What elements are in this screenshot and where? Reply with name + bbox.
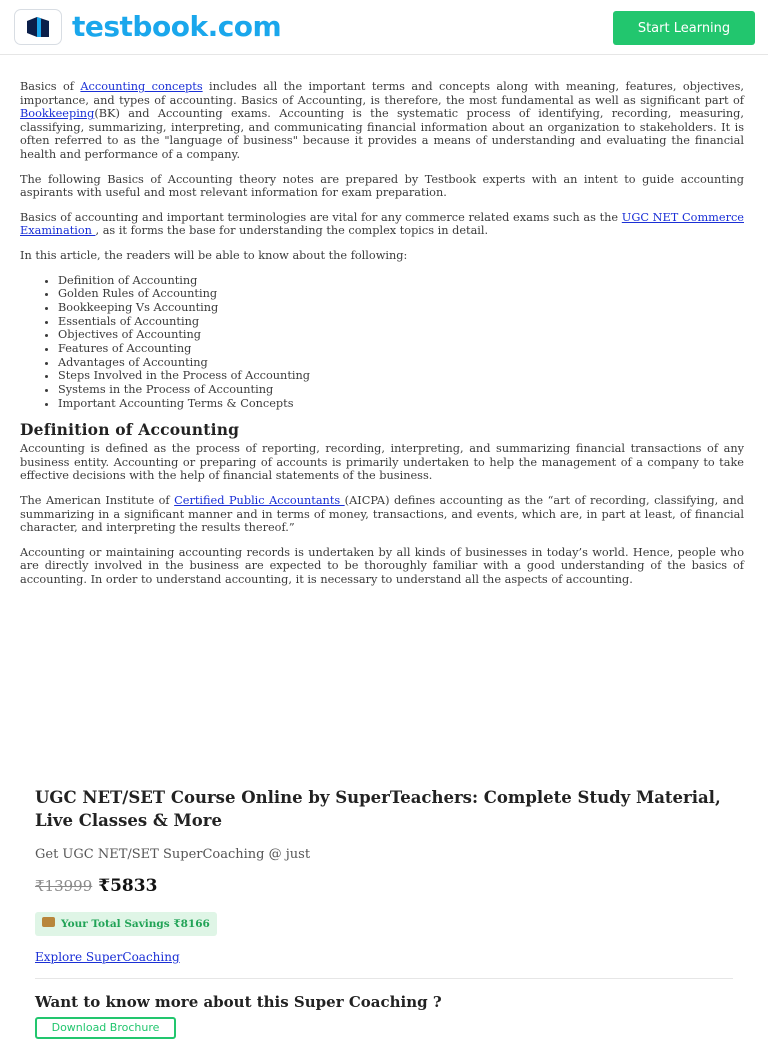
paragraph-text: (BK) and Accounting exams. Accounting is the systematic process of identifying, recording, measuring, classifying, summarizing, interpreting, and communicating financial information about an organization to stakeholders. It is often referred to as the "language of business" because it provides a means of understanding and evaluating the financial health and performance of a company.: [20, 107, 744, 161]
list-item: • Features of Accounting: [58, 342, 744, 356]
list-item: • Definition of Accounting: [58, 274, 744, 288]
savings-text: Your Total Savings ₹8166: [61, 918, 210, 930]
readers-paragraph: In this article, the readers will be able to know about the following:: [20, 248, 408, 262]
records-paragraph: Accounting or maintaining accounting records is undertaken by all kinds of businesses in today’s world. Hence, people who are directly involved in the business are expected to be thoroughly familiar with a good understanding of the basics of accounting. In order to understand accounting, it is necessary to understand all the aspects of accounting.: [20, 545, 744, 586]
explore-supercoaching-link[interactable]: Explore SuperCoaching: [35, 950, 180, 964]
aicpa-paragraph: [20, 494, 744, 535]
paragraph-text: (AICPA) defines accounting as the “art of recording, classifying, and summarizing in a significant manner and in terms of money, transactions, and events, which are, in part at least, of financial character, and interpreting the results thereof.”: [20, 493, 745, 535]
exam-paragraph: [20, 211, 744, 238]
inline-link[interactable]: Bookkeeping: [20, 107, 95, 121]
inline-link[interactable]: UGC NET Commerce Examination: [20, 210, 744, 238]
inline-link[interactable]: Certified Public Accountants: [174, 493, 345, 507]
list-item: • Bookkeeping Vs Accounting: [58, 301, 744, 315]
testbook-logo-icon: [14, 9, 62, 45]
logo-wordmark: testbook.com: [72, 10, 282, 43]
wallet-icon: [42, 917, 55, 927]
new-price: ₹5833: [98, 876, 158, 896]
start-learning-button[interactable]: Start Learning: [613, 11, 755, 45]
know-more-heading: Want to know more about this Super Coaching ?: [35, 993, 442, 1011]
list-item: • Golden Rules of Accounting: [58, 287, 744, 301]
supercoaching-promo: [35, 786, 733, 1039]
old-price: ₹13999: [35, 877, 93, 895]
list-item: • Systems in the Process of Accounting: [58, 383, 744, 397]
divider: [35, 978, 733, 979]
definition-paragraph: Accounting is defined as the process of reporting, recording, interpreting, and summarizing financial transactions of any business entity. Accounting or preparing of accounts is primarily undertaken to help the management of a company to take effective decisions with the help of financial statements of the business.: [20, 442, 744, 483]
paragraph-text: Basics of: [20, 80, 81, 93]
download-brochure-button[interactable]: Download Brochure: [35, 1017, 176, 1039]
promo-title: UGC NET/SET Course Online by SuperTeachers: Complete Study Material, Live Classes & More: [35, 788, 721, 830]
paragraph-text: includes all the important terms and concepts along with meaning, features, objectives, importance, and types of accounting. Basics of Accounting, is therefore, the most fundamental as well as significant part of: [20, 80, 744, 107]
top-header: [0, 0, 768, 55]
price-row: [35, 876, 733, 896]
savings-badge: [35, 912, 217, 936]
topics-list: [20, 274, 744, 411]
list-item: • Objectives of Accounting: [58, 328, 744, 342]
testbook-logo[interactable]: [14, 9, 281, 45]
list-item: • Steps Involved in the Process of Accounting: [58, 369, 744, 383]
list-item: • Important Accounting Terms & Concepts: [58, 397, 744, 411]
article-body: [20, 80, 744, 598]
list-item: • Advantages of Accounting: [58, 356, 744, 370]
paragraph-text: , as it forms the base for understanding the complex topics in detail.: [95, 224, 489, 238]
notes-paragraph: The following Basics of Accounting theory notes are prepared by Testbook experts with an intent to guide accounting aspirants with useful and most relevant information for exam preparation.: [20, 172, 744, 200]
paragraph-text: The American Institute of: [20, 493, 175, 507]
inline-link[interactable]: Accounting concepts: [80, 80, 203, 93]
section-heading: Definition of Accounting: [20, 419, 240, 439]
paragraph-text: Basics of accounting and important terminologies are vital for any commerce related exams such as the: [20, 210, 622, 224]
promo-subtitle: Get UGC NET/SET SuperCoaching @ just: [35, 847, 311, 862]
list-item: • Essentials of Accounting: [58, 315, 744, 329]
intro-paragraph: [20, 80, 744, 162]
